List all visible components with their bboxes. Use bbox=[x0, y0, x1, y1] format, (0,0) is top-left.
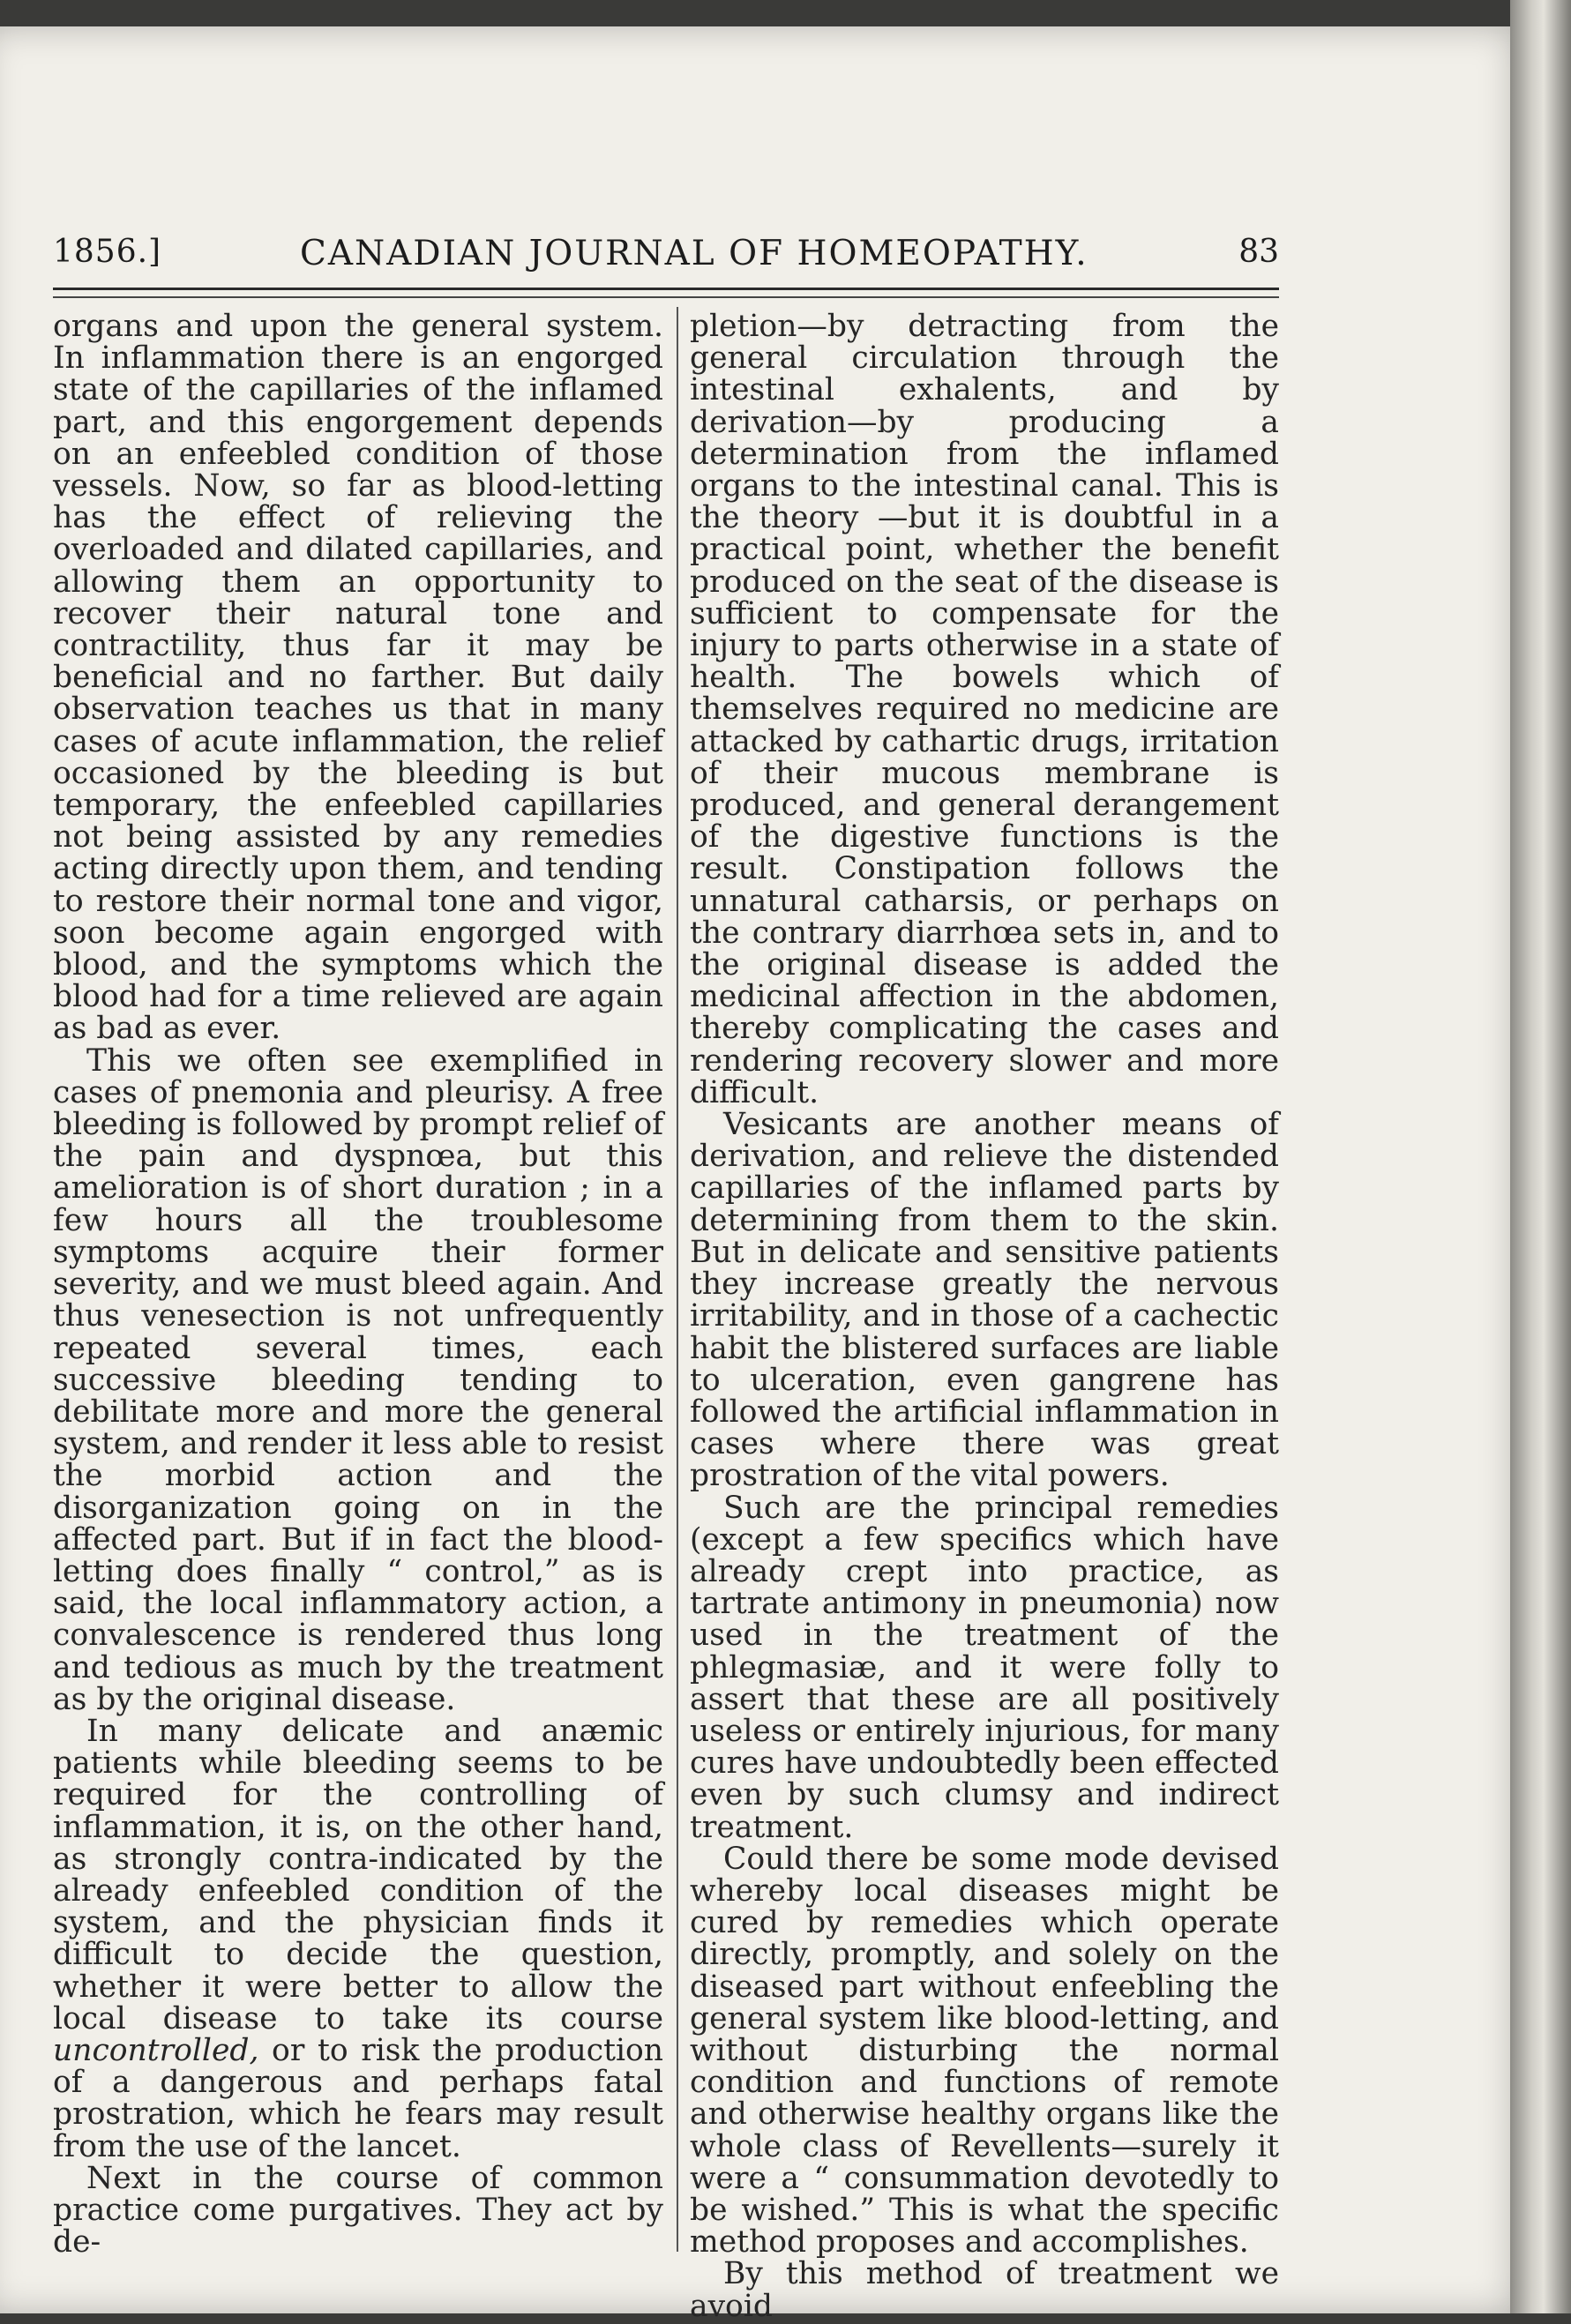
paragraph bbox=[53, 1715, 663, 2163]
paragraph: Such are the principal remedies (except a few specifics which have already crept into practice, as tartrate antimony in pneumonia) now used in the treatment of the phlegmasiæ, and it were folly to assert that these are all positively useless or entirely injurious, for many cures have undoubtedly been effected even by such clumsy and indirect treatment. bbox=[690, 1490, 1279, 1845]
book-page bbox=[0, 26, 1530, 2324]
page-number: 83 bbox=[1238, 234, 1279, 270]
running-header bbox=[53, 234, 1279, 287]
paragraph: organs and upon the general system. In inflammation there is an engorged state of the capillaries of the inflamed part, and this engorgement depends on an enfeebled condition of those vessels. Now, so far as blood-letting has the effect of relieving the overloaded and dilated capillaries, and allowing them an opportunity to recover their natural tone and contractility, thus far it may be beneficial and no farther. But daily observation teaches us that in many cases of acute inflammation, the relief occasioned by the bleeding is but temporary, the enfeebled capillaries not being assisted by any remedies acting directly upon them, and tending to restore their normal tone and vigor, soon become again engorged with blood, and the symptoms which the blood had for a time relieved are again as bad as ever. bbox=[53, 309, 663, 1047]
header-rule-thin bbox=[53, 296, 1279, 298]
column-divider bbox=[677, 307, 678, 2252]
right-column bbox=[690, 310, 1279, 2322]
paragraph: Vesicants are another means of derivation, and relieve the distended capillaries of the inflamed parts by determining from them to the skin. But in delicate and sensitive patients they increase greatly the nervous irritability, and in those of a cachectic habit the blistered surfaces are liable to ulceration, even gangrene has followed the artificial inflammation in cases where there was great prostration of the vital powers. bbox=[690, 1107, 1279, 1494]
paragraph: This we often see exemplified in cases of pnemonia and pleurisy. A free bleeding is followed by prompt relief of the pain and dyspnœa, but this amelioration is of short duration ; in a few hours all the troublesome symptoms acquire their former severity, and we must bleed again. And thus venesection is not unfrequently repeated several times, each successive bleeding tending to debilitate more and more the general system, and render it less able to resist the morbid action and the disorganization going on in the affected part. But if in fact the blood-letting does finally “ control,” as is said, the local inflammatory action, a convalescence is rendered thus long and tedious as much by the treatment as by the original disease. bbox=[53, 1042, 663, 1717]
paragraph: By this method of treatment we avoid bbox=[690, 2256, 1279, 2324]
journal-title: CANADIAN JOURNAL OF HOMEOPATHY. bbox=[300, 234, 1088, 273]
left-column bbox=[53, 310, 663, 2258]
header-year: 1856.] bbox=[53, 234, 162, 270]
paragraph: pletion—by detracting from the general circulation through the intestinal exhalents, and by derivation—by producing a determination from the inflamed organs to the intestinal canal. This is the theory —but it is doubtful in a practical point, whether the benefit produced on the seat of the disease is sufficient to compensate for the injury to parts otherwise in a state of health. The bowels which of themselves required no medicine are attacked by cathartic drugs, irritation of their mucous membrane is produced, and general derangement of the digestive functions is the result. Constipation follows the unnatural catharsis, or perhaps on the contrary diarrhœa sets in, and to the original disease is added the medicinal affection in the abdomen, thereby complicating the cases and rendering recovery slower and more difficult. bbox=[690, 309, 1279, 1110]
italic-text: uncontrolled, bbox=[53, 2032, 259, 2068]
paragraph: Could there be some mode devised whereby local diseases might be cured by remedies which operate directly, promptly, and solely on the diseased part without enfeebling the general system like blood-letting, and without disturbing the normal condition and functions of remote and otherwise healthy organs like the whole class of Revellents—surely it were a “ consummation devotedly to be wished.” This is what the specific method proposes and accomplishes. bbox=[690, 1841, 1279, 2260]
paragraph: Next in the course of common practice come purgatives. They act by de- bbox=[53, 2160, 663, 2260]
text-run: In many delicate and anæmic patients while bleeding seems to be required for the controlling of inflammation, it is, on the other hand, as strongly contra-indicated by the already enfeebled condition of the system, and the physician finds it difficult to decide the question, whether it were better to allow the local disease to take its course bbox=[53, 1713, 663, 2036]
text-run: or to risk the production of a dangerous and perhaps fatal prostration, which he fears may result from the use of the lancet. bbox=[53, 2032, 663, 2164]
page-edge bbox=[1510, 0, 1571, 2313]
header-rule-thick bbox=[53, 288, 1279, 290]
